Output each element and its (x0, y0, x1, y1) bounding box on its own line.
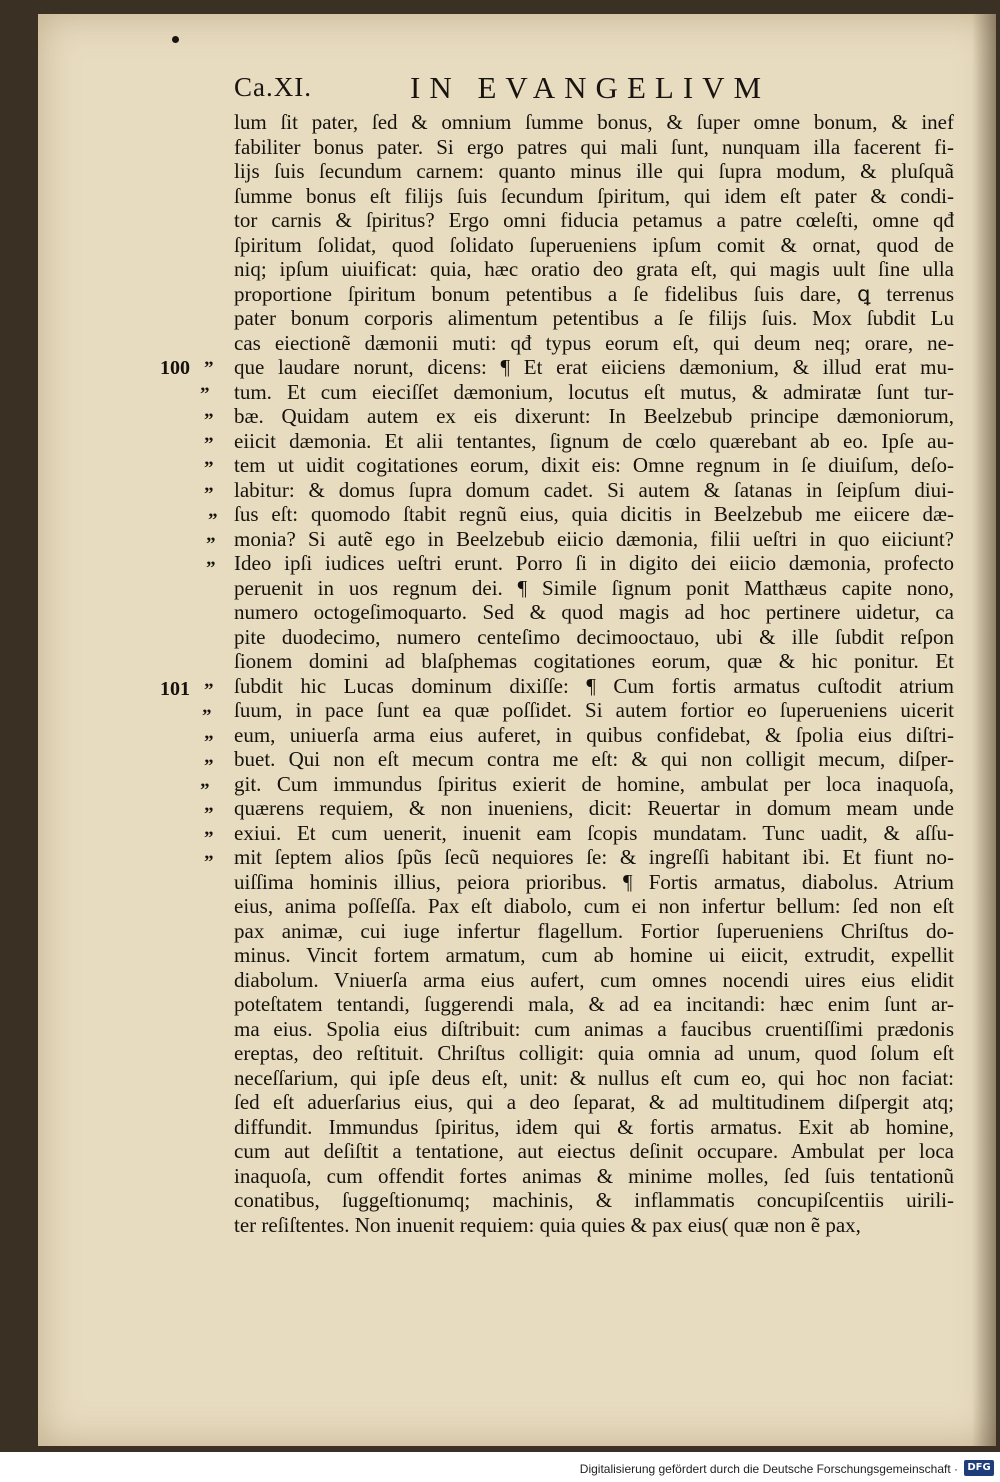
text-line: git. Cum immundus ſpiritus exierit de homine, ambulat per loca inaquoſa, (234, 771, 954, 796)
text-line: proportione ſpiritum bonum petentibus a ſe fidelibus ſuis dare, ꝗ terrenus (234, 281, 954, 306)
quote-mark: ” (202, 706, 212, 727)
quote-mark: ” (204, 484, 214, 505)
quote-mark: ” (204, 804, 214, 825)
quote-mark: ” (208, 510, 218, 531)
text-line: pax animæ, cui iuge infertur flagellum. Fortior ſuperueniens Chriſtus do- (234, 918, 954, 943)
quote-mark: ” (204, 458, 214, 479)
text-line: ma eius. Spolia eius diſtribuit: cum animas a faucibus cruentiſſimi prædonis (234, 1016, 954, 1041)
text-line: diabolum. Vniuerſa arma eius aufert, cum omnes nocendi uires eius elidit (234, 967, 954, 992)
text-line: buet. Qui non eſt mecum contra me eſt: & qui non colligit mecum, diſper- (234, 747, 954, 771)
text-line: exiui. Et cum uenerit, inuenit eam ſcopis mundatam. Tunc uadit, & aſſu- (234, 820, 954, 845)
text-line: poteſtatem tentandi, ſuggerendi mala, & ad ea incitandi: hæc enim ſunt ar- (234, 992, 954, 1016)
text-line: peruenit in uos regnum dei. ¶ Simile ſignum ponit Matthæus capite nono, (234, 575, 954, 600)
running-head (0, 72, 1000, 112)
text-line: inaquoſa, cum offendit fortes animas & minime molles, ſed ſuis tentationũ (234, 1163, 954, 1188)
quote-mark: ” (204, 852, 214, 873)
text-line: cum aut deſiſtit a tentatione, aut eiectus deſinit occupare. Ambulat per loca (234, 1139, 954, 1163)
text-line: pater bonum corporis alimentum petentibus a ſe filijs ſuis. Mox ſubdit Lu (234, 306, 954, 330)
quote-mark: ” (204, 732, 214, 753)
text-line: diffundit. Immundus ſpiritus, idem qui & fortis armatus. Exit ab homine, (234, 1114, 954, 1139)
dfg-logo: DFG (964, 1460, 994, 1476)
text-line: conatibus, ſuggeſtionumq; machinis, & inflammatis concupiſcentiis uirili- (234, 1188, 954, 1212)
text-line: tem ut uidit cogitationes eorum, dixit eis: Omne regnum in ſe diuiſum, deſo- (234, 453, 954, 477)
margin-number-100: 100 (160, 357, 190, 379)
quote-mark: ” (204, 828, 214, 849)
text-line: bæ. Quidam autem ex eis dixerunt: In Beelzebub principe dæmoniorum, (234, 404, 954, 428)
quote-mark: ” (204, 358, 214, 379)
text-line: minus. Vincit fortem armatum, cum ab homine ui eiicit, extrudit, expellit (234, 943, 954, 967)
text-line: ereptas, deo reſtituit. Chriſtus colligit: quia omnia ad unum, quod ſolum eſt (234, 1041, 954, 1065)
text-line: Ideo ipſi iudices ueſtri erunt. Porro ſi in digito dei eiicio dæmonia, profecto (234, 551, 954, 575)
page-edge-shadow (972, 14, 996, 1446)
footer-credit: Digitalisierung gefördert durch die Deutsche Forschungsgemeinschaft · (579, 1462, 958, 1476)
quote-mark: ” (204, 680, 214, 701)
text-line: ſionem domini ad blaſphemas cogitationes eorum, quæ & hic ponitur. Et (234, 649, 954, 673)
body-text (234, 110, 954, 1237)
text-line: tum. Et cum eieciſſet dæmonium, locutus eſt mutus, & admiratæ ſunt tur- (234, 379, 954, 404)
text-line: eiicit dæmonia. Et alii tentantes, ſignum de cœlo quærebant ab eo. Ipſe au- (234, 428, 954, 453)
ink-dot (172, 36, 179, 43)
quote-mark: ” (204, 756, 214, 777)
footer (0, 1456, 1000, 1482)
text-line: mit ſeptem alios ſpũs ſecũ nequiores ſe: & ingreſſi habitant ibi. Et fiunt no- (234, 845, 954, 869)
text-line: labitur: & domus ſupra domum cadet. Si autem & ſatanas in ſeipſum diui- (234, 477, 954, 502)
text-line: ſus eſt: quomodo ſtabit regnũ eius, quia dicitis in Beelzebub me eiicere dæ- (234, 502, 954, 526)
text-line: fabiliter bonus pater. Si ergo patres qui mali ſunt, nunquam illa facerent fi- (234, 134, 954, 159)
quote-mark: ” (206, 558, 216, 579)
text-line: lum ſit pater, ſed & omnium ſumme bonus, & ſuper omne bonum, & inef (234, 110, 954, 134)
text-line: eius, anima poſſeſſa. Pax eſt diabolo, cum ei non infertur bellum: ſed non eſt (234, 894, 954, 918)
running-title: IN EVANGELIVM (410, 70, 771, 105)
quote-mark: ” (204, 410, 214, 431)
text-line: lijs ſuis ſecundum carnem: quanto minus ille qui ſupra modum, & pluſquã (234, 159, 954, 183)
text-line: ſed eſt aduerſarius eius, qui a deo ſeparat, & ad multitudinem diſpergit atq; (234, 1090, 954, 1114)
text-line: uiſſima hominis illius, peiora prioribus. ¶ Fortis armatus, diabolus. Atrium (234, 869, 954, 894)
text-line: niq; ipſum uiuificat: quia, hæc oratio deo grata eſt, qui magis uult ſine ulla (234, 257, 954, 281)
quote-mark: ” (206, 534, 216, 555)
text-line: ſuum, in pace ſunt ea quæ poſſidet. Si autem fortior eo ſuperueniens uicerit (234, 698, 954, 722)
margin-number-101: 101 (160, 678, 190, 700)
text-line: ſumme bonus eſt filijs ſuis ſecundum ſpiritum, qui idem eſt pater & condi- (234, 183, 954, 208)
text-line: tor carnis & ſpiritus? Ergo omni fiducia petamus a patre cœleſti, omne qđ (234, 208, 954, 232)
text-line: que laudare norunt, dicens: ¶ Et erat eiiciens dæmonium, & illud erat mu- (234, 355, 954, 379)
text-line: ſubdit hic Lucas dominum dixiſſe: ¶ Cum fortis armatus cuſtodit atrium (234, 673, 954, 698)
quote-mark: ” (204, 434, 214, 455)
text-line: cas eiectionẽ dæmonii muti: qđ typus eorum eſt, qui deum neq; orare, ne- (234, 330, 954, 355)
text-line: quærens requiem, & non inueniens, dicit: Reuertar in domum meam unde (234, 796, 954, 820)
chapter-label: Ca.XI. (234, 72, 312, 102)
text-line: neceſſarium, qui ipſe deus eſt, unit: & nullus eſt cum eo, qui hoc non faciat: (234, 1065, 954, 1090)
quote-mark: ” (200, 384, 210, 405)
text-line: ſpiritum ſolidat, quod ſolidato ſuperueniens ipſum comit & ornat, quod de (234, 232, 954, 257)
text-line: eum, uniuerſa arma eius auferet, in quibus confidebat, & ſpolia eius diſtri- (234, 722, 954, 747)
text-line: numero octogeſimoquarto. Sed & quod magis ad hoc pertinere uidetur, ca (234, 600, 954, 624)
text-line: monia? Si autẽ ego in Beelzebub eiicio dæmonia, filii ueſtri in quo eiiciunt? (234, 526, 954, 551)
text-line: ter reſiſtentes. Non inuenit requiem: quia quies & pax eius( quæ non ẽ pax, (234, 1212, 861, 1237)
text-line: pite duodecimo, numero centeſimo decimooctauo, ubi & ille ſubdit reſpon (234, 624, 954, 649)
quote-mark: ” (200, 780, 210, 801)
